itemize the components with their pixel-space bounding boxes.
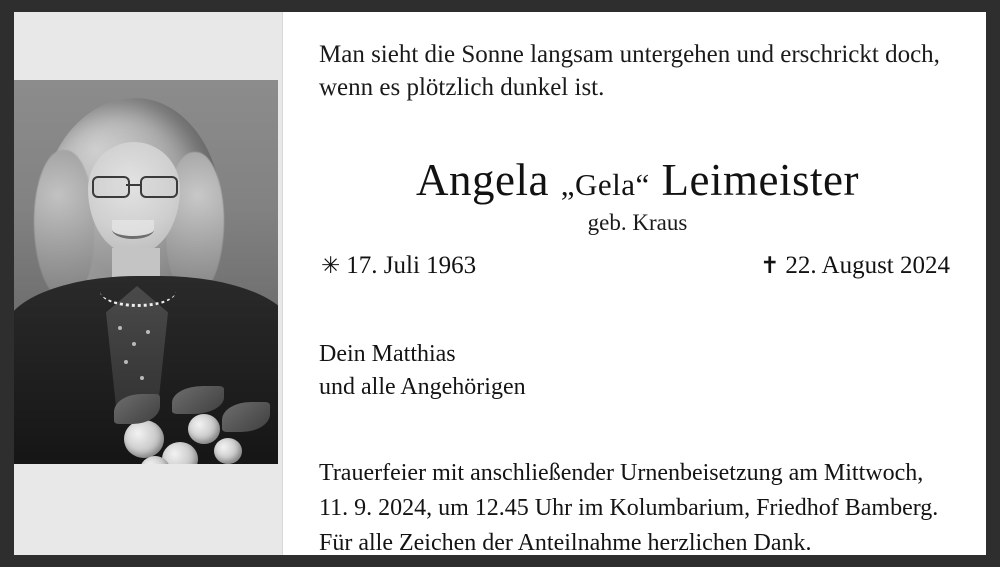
glasses-bridge (126, 184, 142, 186)
family-line-1: Dein Matthias (319, 341, 456, 367)
sparkle-dot (124, 360, 128, 364)
hair-left-strand (34, 150, 94, 300)
name-block (319, 154, 956, 236)
family-block (319, 338, 956, 404)
glasses-left-lens (92, 176, 130, 198)
sparkle-dot (132, 342, 136, 346)
necklace-shape (100, 276, 176, 307)
flower-blossom (124, 420, 164, 458)
life-dates (319, 252, 956, 280)
portrait-image (14, 80, 278, 464)
flower-blossom (162, 442, 198, 464)
service-line-3: Für alle Zeichen der Anteilnahme herzlichen Dank. (319, 529, 812, 555)
leaf-shape (172, 386, 224, 414)
leaf-shape (114, 394, 160, 424)
birth-star-icon: ✳ (321, 253, 341, 278)
service-details (319, 456, 956, 555)
notice-card (14, 12, 986, 555)
sparkle-dot (146, 330, 150, 334)
portrait-photo (14, 80, 278, 464)
smile-shape (112, 220, 154, 239)
nickname: „Gela“ (560, 167, 650, 202)
birth-date-group (321, 252, 476, 280)
family-line-2: und alle Angehörigen (319, 374, 526, 401)
glasses-right-lens (140, 176, 178, 198)
death-cross-icon: ✝ (760, 253, 780, 278)
quote-line-2: wenn es plötzlich dunkel ist. (319, 74, 605, 101)
leaf-shape (222, 402, 270, 432)
death-date: 22. August 2024 (785, 252, 950, 279)
birth-date: 17. Juli 1963 (346, 252, 477, 279)
service-line-2: 11. 9. 2024, um 12.45 Uhr im Kolumbarium, Friedhof Bamberg. (319, 495, 939, 522)
last-name: Leimeister (661, 155, 859, 205)
glasses-icon (90, 176, 178, 196)
portrait-column (14, 12, 283, 555)
maiden-name: geb. Kraus (587, 210, 688, 235)
flower-blossom (188, 414, 220, 444)
deceased-name (319, 154, 956, 206)
flower-bouquet (118, 380, 278, 464)
sparkle-dot (118, 326, 122, 330)
memorial-quote (319, 38, 956, 104)
quote-line-1: Man sieht die Sonne langsam untergehen und erschrickt doch, (319, 41, 940, 68)
service-line-1: Trauerfeier mit anschließender Urnenbeisetzung am Mittwoch, (319, 460, 924, 487)
death-date-group (760, 252, 950, 280)
flower-blossom (214, 438, 242, 464)
text-column (283, 12, 986, 555)
first-name: Angela (416, 155, 549, 205)
